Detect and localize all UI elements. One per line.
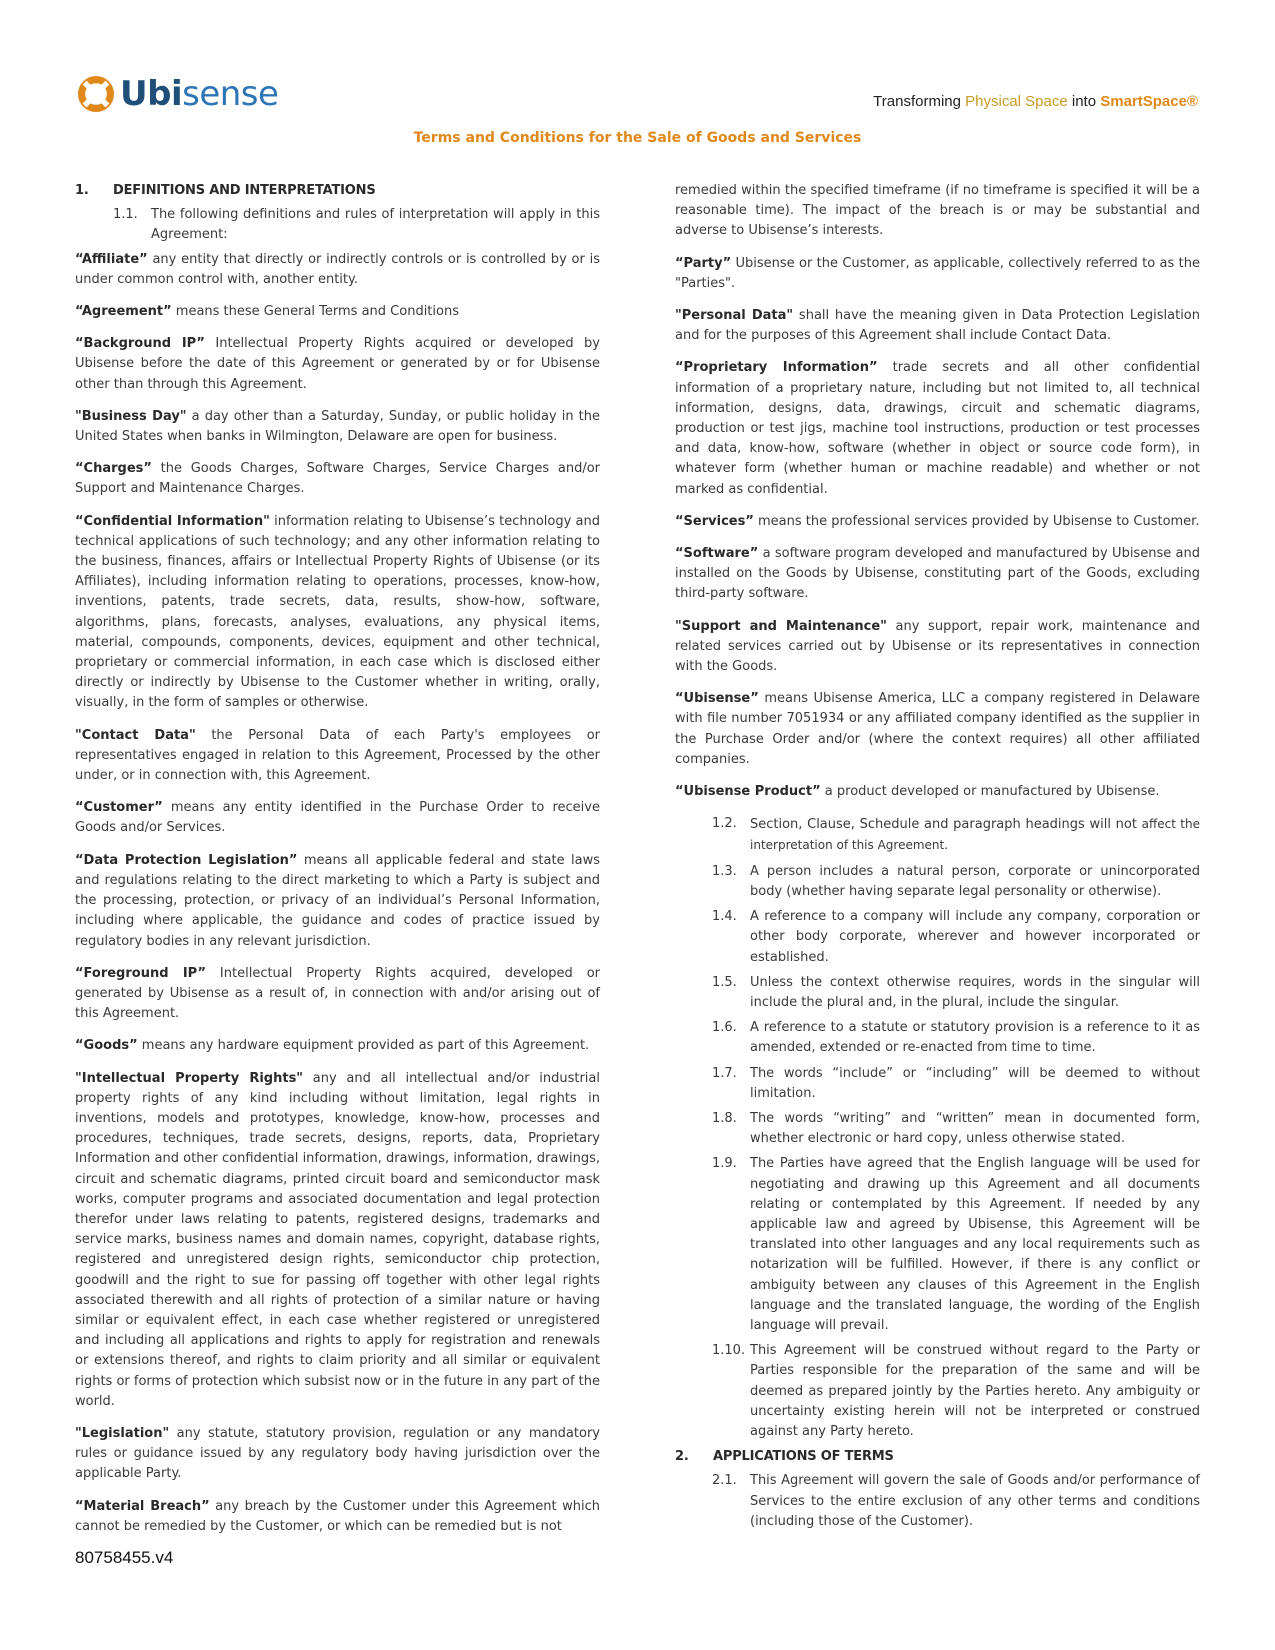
ubisense-logo-icon [78, 76, 114, 112]
clause: 1.2. Section, Clause, Schedule and paragraph headings will not affect the interpretation of this Agreement. [712, 816, 1200, 853]
definition: “Material Breach” any breach by the Customer under this Agreement which cannot be remedied by the Customer, or which can be remedied but is not [75, 1498, 600, 1534]
clause: 1.10. This Agreement will be construed without regard to the Party or Parties responsible for the preparation of the same and will be deemed as prepared jointly by the Parties hereto. Any ambiguity or uncertainty existing herein will not be interpreted or construed against any Party hereto. [712, 1343, 1200, 1439]
definition: “Software” a software program developed and manufactured by Ubisense and installed on the Goods by Ubisense, constituting part of the Goods, excluding third-party software. [675, 546, 1200, 602]
clause: 1.9. The Parties have agreed that the English language will be used for negotiating and drawing up this Agreement and all documents relating or contemplated by this Agreement. If needed by any applicable law and agreed by Ubisense, this Agreement will be translated into other languages and any local requirements such as notarization will be fulfilled. However, if there is any conflict or ambiguity between any clauses of this Agreement in the English language and the translated language, the wording of the English language will prevail. [712, 1156, 1200, 1333]
definition: “Proprietary Information” trade secrets and all other confidential information of a proprietary nature, including but not limited to, all technical information, designs, data, drawings, circuit and schematic diagrams, production or test jigs, machine tool instructions, production or test processes and data, know-how, software (whether in object or source code form), in whatever form (whether human or machine readable) and whether or not marked as confidential. [675, 360, 1200, 497]
document-title: Terms and Conditions for the Sale of Goods and Services [413, 130, 862, 146]
definition: "Support and Maintenance" any support, repair work, maintenance and related services carried out by Ubisense or its representatives in connection with the Goods. [675, 618, 1200, 675]
left-column [75, 181, 600, 1549]
definition: “Affiliate” any entity that directly or indirectly controls or is controlled by or is under common control with, another entity. [75, 251, 600, 287]
right-column [675, 181, 1200, 1537]
definition: "Business Day" a day other than a Saturday, Sunday, or public holiday in the United States when banks in Wilmington, Delaware are open for business. [75, 408, 600, 445]
definition: “Background IP” Intellectual Property Rights acquired or developed by Ubisense before the date of this Agreement or generated by or for Ubisense other than through this Agreement. [75, 336, 601, 392]
clause: 1.8. The words “writing” and “written” mean in documented form, whether electronic or hard copy, unless otherwise stated. [712, 1110, 1200, 1147]
clause: 1.4. A reference to a company will include any company, corporation or other body corporate, wherever and however incorporated or established. [712, 909, 1200, 965]
tagline: Transforming Physical Space into SmartSpace® [873, 93, 1198, 110]
definition: “Ubisense” means Ubisense America, LLC a company registered in Delaware with file number 7051934 or any affiliated company identified as the supplier in the Purchase Order and/or (where the context requires) all other affiliated companies. [675, 691, 1200, 767]
definition: “Ubisense Product” a product developed or manufactured by Ubisense. [675, 784, 1160, 800]
definition: "Legislation" any statute, statutory provision, regulation or any mandatory rules or guidance issued by any regulatory body having jurisdiction over the applicable Party. [75, 1425, 600, 1482]
clause: 1.5. Unless the context otherwise requires, words in the singular will include the plural and, in the plural, include the singular. [712, 974, 1200, 1010]
definition: “Party” Ubisense or the Customer, as applicable, collectively referred to as the "Parties". [675, 255, 1200, 291]
definition: "Personal Data" shall have the meaning given in Data Protection Legislation and for the purposes of this Agreement shall include Contact Data. [675, 308, 1201, 344]
definition: "Contact Data" the Personal Data of each Party's employees or representatives engaged in relation to this Agreement, Processed by the other under, or in connection with, this Agreement. [75, 727, 600, 784]
logo-wordmark: Ubisense [120, 74, 279, 114]
definition: “Data Protection Legislation” means all applicable federal and state laws and regulations relating to the direct marketing to which a Party is subject and the processing, protection, or privacy of an individual’s Personal Information, including where applicable, the guidance and codes of practice issued by regulatory bodies in any relevant jurisdiction. [75, 852, 600, 949]
clause: 1.6. A reference to a statute or statutory provision is a reference to it as amended, extended or re-enacted from time to time. [712, 1020, 1200, 1056]
definition: “Services” means the professional services provided by Ubisense to Customer. [675, 513, 1200, 529]
clause: 1.3. A person includes a natural person, corporate or unincorporated body (whether having separate legal personality or otherwise). [712, 863, 1200, 899]
section-heading: 1. DEFINITIONS AND INTERPRETATIONS [75, 183, 376, 198]
ubisense-logo [78, 76, 278, 112]
definition: “Charges” the Goods Charges, Software Charges, Service Charges and/or Support and Maintenance Charges. [75, 461, 600, 497]
definition-continued: remedied within the specified timeframe (if no timeframe is specified it will be a reasonable time). The impact of the breach is or may be substantial and adverse to Ubisense’s interests. [675, 183, 1200, 239]
clause: 1.7. The words “include” or “including” will be deemed to without limitation. [712, 1065, 1200, 1101]
section-heading: 2. APPLICATIONS OF TERMS [675, 1449, 894, 1465]
definition: “Customer” means any entity identified in the Purchase Order to receive Goods and/or Services. [75, 800, 600, 836]
document-id: 80758455.v4 [75, 1548, 174, 1567]
definition: “Foreground IP” Intellectual Property Rights acquired, developed or generated by Ubisense as a result of, in connection with and/or arising out of this Agreement. [75, 965, 600, 1022]
clause: 1.1. The following definitions and rules of interpretation will apply in this Agreement: [113, 207, 600, 243]
definition: “Agreement” means these General Terms and Conditions [75, 304, 459, 320]
definition: "Intellectual Property Rights" any and all intellectual and/or industrial property rights of any kind including without limitation, legal rights in inventions, models and prototypes, knowledge, know-how, processes and procedures, techniques, trade secrets, designs, reports, data, Proprietary Information and other confidential information, drawings, information, drawings, circuit and schematic diagrams, printed circuit board and semiconductor mask works, computer programs and associated documentation and legal protection therefor under laws relating to patents, registered designs, trademarks and service marks, business names and domain names, copyright, database rights, registered and unregistered design rights, semiconductor chip protection, goodwill and the right to sue for passing off together with other legal rights associated therewith and all rights of protection of a similar nature or having similar or equivalent effect, in each case whether registered or unregistered and including all applications and rights to apply for registration and renewals or extensions thereof, and rights to claim priority and all similar or equivalent rights or forms of protection which subsist now or in the future in any part of the world. [75, 1070, 600, 1409]
definition: “Confidential Information" information relating to Ubisense’s technology and technical applications of such technology; and any other information relating to the business, finances, affairs or Intellectual Property Rights of Ubisense (or its Affiliates), including information relating to operations, processes, know-how, inventions, patents, trade secrets, data, results, show-how, software, algorithms, plans, forecasts, analyses, evaluations, any physical items, material, compounds, components, devices, equipment and other technical, proprietary or commercial information, in each case which is disclosed either directly or indirectly by Ubisense to the Customer whether in writing, orally, visually, in the form of samples or otherwise. [75, 513, 601, 711]
definition: “Goods” means any hardware equipment provided as part of this Agreement. [75, 1038, 590, 1054]
clause: 2.1. This Agreement will govern the sale of Goods and/or performance of Services to the entire exclusion of any other terms and conditions (including those of the Customer). [712, 1473, 1200, 1529]
